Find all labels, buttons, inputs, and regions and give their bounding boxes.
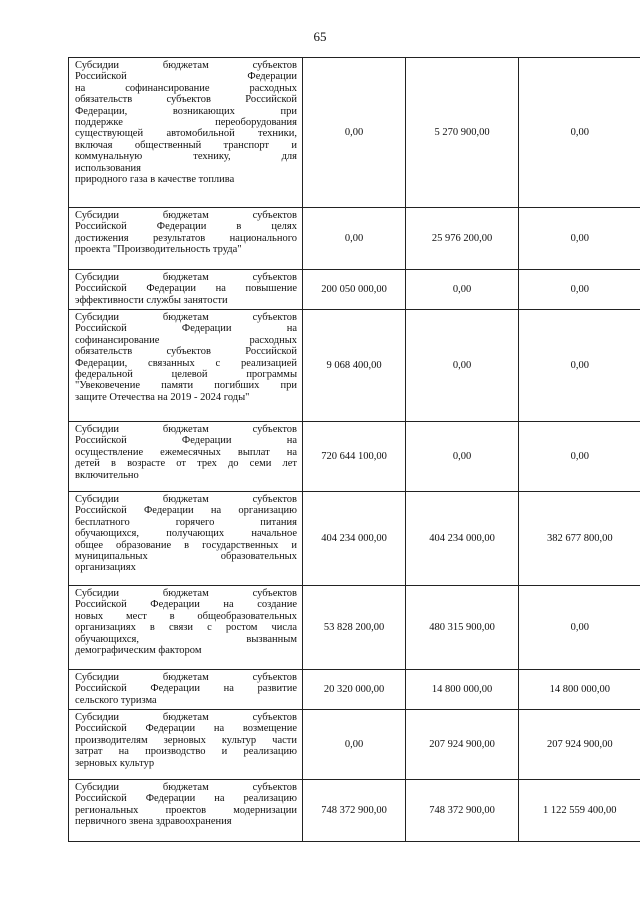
amount-year-1: 404 234 000,00 [303,492,406,586]
amount-year-1: 720 644 100,00 [303,422,406,492]
description-line: включительно [75,469,139,481]
row-description [69,780,303,842]
description-line: первичного звена здравоохранения [75,816,232,828]
table-row [69,58,640,208]
description-line: коммунальную технику, для [75,151,297,163]
description-line: обучающихся, получающих начальное [75,528,297,540]
amount-year-3: 14 800 000,00 [519,670,640,710]
description-line: "Увековечение памяти погибших при [75,380,297,392]
description-line: осуществление ежемесячных выплат на [75,446,297,458]
description-line: новых мест в общеобразовательных [75,610,297,622]
row-description [69,58,303,208]
table-row [69,780,640,842]
description-line: обязательств субъектов Российской [75,346,297,358]
page-number: 65 [313,29,327,44]
description-line: муниципальных образовательных [75,551,297,563]
description-line: Российской Федерации на развитие [75,683,297,695]
description-line: Российской Федерации в целях [75,221,297,233]
description-line: Российской Федерации [75,71,297,83]
amount-year-2: 14 800 000,00 [406,670,519,710]
row-description [69,586,303,670]
description-line: Субсидии бюджетам субъектов [75,424,297,435]
description-line: Субсидии бюджетам субъектов [75,494,297,505]
subsidies-table-body [69,58,640,842]
description-line: включая общественный транспорт и [75,139,297,151]
description-line: эффективности службы занятости [75,294,228,306]
description-line: на софинансирование расходных [75,82,297,94]
description-line: Субсидии бюджетам субъектов [75,60,297,71]
description-line: демографическим фактором [75,645,202,657]
amount-year-1: 0,00 [303,58,406,208]
description-line: сельского туризма [75,694,157,706]
description-line: Субсидии бюджетам субъектов [75,210,297,221]
description-line: обязательств субъектов Российской [75,94,297,106]
subsidies-table [68,57,640,842]
table-row [69,586,640,670]
table-row [69,710,640,780]
amount-year-3: 1 122 559 400,00 [519,780,640,842]
description-line: Федерации, возникающих при [75,105,297,117]
amount-year-2: 5 270 900,00 [406,58,519,208]
table-row [69,310,640,422]
description-line: Субсидии бюджетам субъектов [75,712,297,723]
description-line: Российской Федерации на [75,323,297,335]
amount-year-1: 200 050 000,00 [303,270,406,310]
amount-year-2: 207 924 900,00 [406,710,519,780]
description-line: достижения результатов национального [75,232,297,244]
amount-year-2: 25 976 200,00 [406,208,519,270]
description-line: организациях [75,562,136,574]
amount-year-2: 0,00 [406,310,519,422]
amount-year-3: 382 677 800,00 [519,492,640,586]
amount-year-3: 0,00 [519,586,640,670]
description-line: затрат на производство и реализацию [75,746,297,758]
amount-year-3: 0,00 [519,58,640,208]
description-line: существующей автомобильной техники, [75,128,297,140]
description-line: Российской Федерации на создание [75,599,297,611]
description-line: бесплатного горячего питания [75,516,297,528]
description-line: Субсидии бюджетам субъектов [75,588,297,599]
table-row [69,208,640,270]
amount-year-3: 207 924 900,00 [519,710,640,780]
description-line: детей в возрасте от трех до семи лет [75,458,297,470]
description-line: проекта "Производительность труда" [75,244,242,256]
description-line: Российской Федерации на повышение [75,283,297,295]
table-row [69,422,640,492]
amount-year-3: 0,00 [519,270,640,310]
description-line: региональных проектов модернизации [75,804,297,816]
description-line: Субсидии бюджетам субъектов [75,272,297,283]
table-row [69,492,640,586]
description-line: Субсидии бюджетам субъектов [75,672,297,683]
description-line: обучающихся, вызванным [75,633,297,645]
row-description [69,422,303,492]
amount-year-2: 748 372 900,00 [406,780,519,842]
amount-year-2: 480 315 900,00 [406,586,519,670]
description-line: организациях в связи с ростом числа [75,622,297,634]
amount-year-3: 0,00 [519,310,640,422]
row-description [69,492,303,586]
description-line: Субсидии бюджетам субъектов [75,782,297,793]
row-description [69,710,303,780]
description-line: софинансирование расходных [75,334,297,346]
row-description [69,670,303,710]
row-description [69,310,303,422]
description-line: общее образование в государственных и [75,539,297,551]
row-description [69,208,303,270]
table-row [69,270,640,310]
amount-year-1: 20 320 000,00 [303,670,406,710]
description-line: федеральной целевой программы [75,369,297,381]
amount-year-2: 0,00 [406,422,519,492]
amount-year-1: 9 068 400,00 [303,310,406,422]
amount-year-2: 0,00 [406,270,519,310]
amount-year-1: 0,00 [303,208,406,270]
description-line: производителям зерновых культур части [75,734,297,746]
description-line: Российской Федерации на организацию [75,505,297,517]
amount-year-3: 0,00 [519,208,640,270]
description-line: Субсидии бюджетам субъектов [75,312,297,323]
description-line: защите Отечества на 2019 - 2024 годы" [75,391,250,403]
amount-year-2: 404 234 000,00 [406,492,519,586]
amount-year-1: 748 372 900,00 [303,780,406,842]
description-line: Российской Федерации на возмещение [75,723,297,735]
description-line: Российской Федерации на [75,435,297,447]
amount-year-1: 0,00 [303,710,406,780]
description-line: использования [75,162,141,174]
description-line: зерновых культур [75,757,155,769]
description-line: природного газа в качестве топлива [75,174,235,186]
description-line: Федерации, связанных с реализацией [75,357,297,369]
description-line: Российской Федерации на реализацию [75,793,297,805]
amount-year-1: 53 828 200,00 [303,586,406,670]
amount-year-3: 0,00 [519,422,640,492]
table-row [69,670,640,710]
description-line: поддержке переоборудования [75,117,297,129]
row-description [69,270,303,310]
